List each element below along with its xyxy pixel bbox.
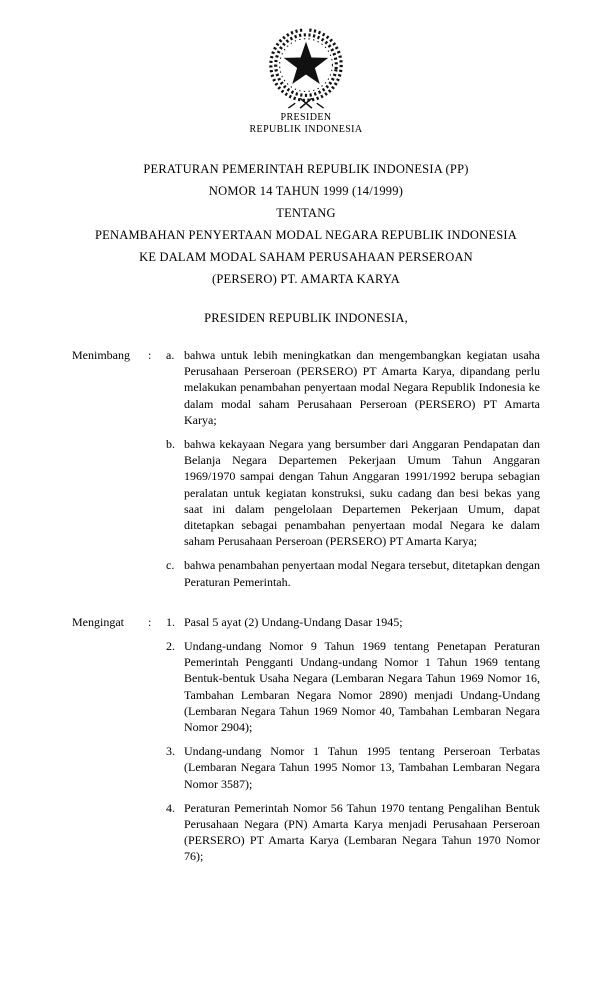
clause-1 [166,614,540,630]
clause-text: Pasal 5 ayat (2) Undang-Undang Dasar 1945; [184,614,403,629]
mengingat-items [166,614,540,865]
letterhead-republik-indonesia: REPUBLIK INDONESIA [249,124,363,135]
letterhead [72,26,540,136]
section-mengingat [72,614,540,865]
menimbang-items [166,347,540,590]
title-line-tentang: TENTANG [276,206,336,220]
clause-marker: b. [166,437,175,452]
clause-text: Undang-undang Nomor 9 Tahun 1969 tentang Penetapan Peraturan Pemerintah Pengganti Undang-undang Nomor 1 Tahun 1969 tentang Bentuk-bentuk Usaha Negara (Lembaran Negara Tahun 1969 Nomor 16, Tambahan Lembaran Negara Nomor 2890) menjadi Undang-Undang (Lembaran Negara Tahun 1969 Nomor 40, Tambahan Lembaran Negara Nomor 2904); [184,639,540,735]
section-colon: : [148,348,152,362]
clause-c [166,557,540,589]
clause-marker: 1. [166,614,175,629]
clause-text: Undang-undang Nomor 1 Tahun 1995 tentang Perseroan Terbatas (Lembaran Negara Tahun 1995 Nomor 13, Tambahan Lembaran Negara Nomor 3587); [184,744,540,791]
section-label-mengingat: Mengingat [72,614,124,629]
clause-b [166,436,540,549]
title-line-subject-1: PENAMBAHAN PENYERTAAN MODAL NEGARA REPUBLIK INDONESIA [95,228,517,242]
section-colon: : [148,614,152,629]
section-menimbang [72,347,540,590]
title-line-subject-3: (PERSERO) PT. AMARTA KARYA [212,272,400,286]
regulation-title [72,158,540,290]
title-line-number: NOMOR 14 TAHUN 1999 (14/1999) [208,184,404,198]
clause-text: bahwa kekayaan Negara yang bersumber dari Anggaran Pendapatan dan Belanja Negara Departemen Pekerjaan Umum Tahun Anggaran 1969/1970 sampai dengan Tahun Anggaran 1991/1992 berupa sebagian peralatan untuk kegiatan konstruksi, suku cadang dan besi bekas yang saat ini dalam pengelolaan Departemen Pekerjaan Umum, dapat ditetapkan sebagai penambahan penyertaan modal Negara ke dalam saham Perusahaan Perseroan (PERSERO) PT Amarta Karya; [184,437,540,549]
clause-marker: 2. [166,639,175,654]
star-icon [284,42,329,84]
letterhead-presiden: PRESIDEN [280,112,332,123]
clause-marker: 4. [166,800,175,815]
clause-a [166,347,540,428]
clause-marker: c. [166,558,175,573]
clause-text: Peraturan Pemerintah Nomor 56 Tahun 1970 tentang Pengalihan Bentuk Perusahaan Negara (PN) Amarta Karya menjadi Perusahaan Perseroan (PERSERO) PT Amarta Karya (Lembaran Negara Tahun 1970 Nomor 76); [184,800,540,864]
star-wreath-emblem-icon [263,26,349,112]
clause-4 [166,800,540,865]
clause-text: bahwa penambahan penyertaan modal Negara tersebut, ditetapkan dengan Peraturan Pemerintah. [184,558,540,589]
salutation: PRESIDEN REPUBLIK INDONESIA, [204,311,408,325]
section-label-menimbang: Menimbang [72,348,130,362]
clause-2 [166,638,540,735]
clause-marker: 3. [166,744,175,759]
title-line-regulation: PERATURAN PEMERINTAH REPUBLIK INDONESIA (PP) [143,162,469,176]
clause-3 [166,743,540,792]
clause-text: bahwa untuk lebih meningkatkan dan mengembangkan kegiatan usaha Perusahaan Perseroan (PERSERO) PT Amarta Karya, dipandang perlu melakukan penambahan penyertaan modal Negara Republik Indonesia ke dalam modal saham Perusahaan Perseroan (PERSERO) PT Amarta Karya; [184,348,540,427]
title-line-subject-2: KE DALAM MODAL SAHAM PERUSAHAAN PERSEROAN [139,250,473,264]
clause-marker: a. [166,348,175,362]
